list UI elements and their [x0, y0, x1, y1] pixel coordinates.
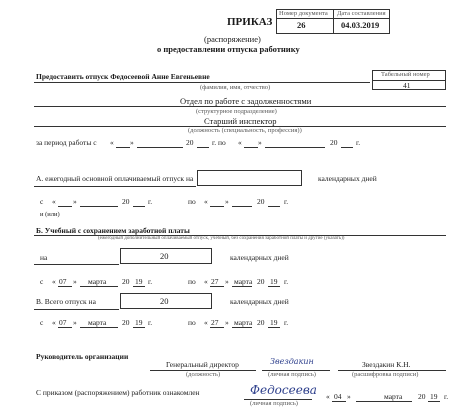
- doc-date-label: Дата составления: [337, 10, 386, 17]
- section-v-days-unit: календарных дней: [230, 297, 289, 306]
- order-subject: о предоставлении отпуска работнику: [157, 44, 300, 54]
- section-b-from-day: 07: [59, 277, 67, 286]
- doc-number-label: Номер документа: [279, 10, 328, 17]
- section-v-label: В. Всего отпуск на: [36, 297, 96, 306]
- ack-label: С приказом (распоряжением) работник ознакомлен: [36, 388, 200, 397]
- section-a-days-unit: календарных дней: [318, 174, 377, 183]
- section-b-from-suffix: г.: [148, 277, 153, 286]
- position-caption: (должность (специальность, профессия)): [188, 127, 302, 134]
- section-b-to-month: марта: [234, 277, 253, 286]
- section-v-to-day: 27: [211, 318, 219, 327]
- section-a-to-suffix: г.: [284, 197, 289, 206]
- head-name: Звездакин К.Н.: [362, 360, 411, 369]
- ack-month: марта: [384, 392, 403, 401]
- section-a-from-year: 20: [122, 197, 130, 206]
- name-caption: (фамилия, имя, отчество): [200, 84, 271, 91]
- head-name-caption: (расшифровка подписи): [352, 371, 419, 378]
- section-b-prefix: на: [40, 253, 48, 262]
- section-b-from-year-prefix: 20: [122, 277, 130, 286]
- section-b-to-year: 19: [270, 277, 278, 286]
- doc-date: 04.03.2019: [341, 20, 380, 30]
- section-b-to-day: 27: [211, 277, 219, 286]
- section-v-from-year: 19: [135, 318, 143, 327]
- period-to-year: 20: [330, 138, 338, 147]
- section-a-to-year: 20: [257, 197, 265, 206]
- section-v-to-year: 19: [270, 318, 278, 327]
- section-v-from-day: 07: [59, 318, 67, 327]
- department-caption: (структурное подразделение): [196, 108, 277, 115]
- period-to-prefix: г. по: [212, 138, 226, 147]
- section-v-from-year-prefix: 20: [122, 318, 130, 327]
- section-v-to-suffix: г.: [284, 318, 289, 327]
- page-subtitle: (распоряжение): [204, 34, 261, 44]
- doc-number: 26: [297, 20, 306, 30]
- section-b-caption: (ежегодный дополнительный оплачиваемый отпуск, учебный, без сохранения заработной платы и другие (указать)): [98, 236, 345, 241]
- section-b-to-suffix: г.: [284, 277, 289, 286]
- section-v-from-suffix: г.: [148, 318, 153, 327]
- section-b-from-month: марта: [88, 277, 107, 286]
- section-b-label: Б. Учебный с сохранением заработной платы: [36, 226, 190, 235]
- section-b-to: по: [188, 277, 196, 286]
- section-b-days: 20: [160, 251, 169, 261]
- section-v-to: по: [188, 318, 196, 327]
- page-title: ПРИКАЗ: [227, 16, 273, 28]
- period-label: за период работы с: [36, 138, 97, 147]
- ack-year-suffix: г.: [444, 392, 449, 401]
- head-sign-caption: (личная подпись): [268, 371, 316, 378]
- employee-signature: Федосеева: [250, 383, 317, 397]
- and-or-caption: и (или): [40, 211, 60, 218]
- period-suffix: г.: [356, 138, 361, 147]
- section-a-from: с: [40, 197, 44, 206]
- head-label: Руководитель организации: [36, 352, 129, 361]
- section-a-label: А. ежегодный основной оплачиваемый отпуск на: [36, 174, 194, 183]
- section-a-days-cell: [197, 170, 302, 186]
- section-b-from-year: 19: [135, 277, 143, 286]
- ack-year: 19: [430, 392, 438, 401]
- employee-sign-caption: (личная подпись): [250, 400, 298, 407]
- grant-label: Предоставить отпуск Федосеевой Анне Евгеньевне: [36, 72, 210, 81]
- section-a-to: по: [188, 197, 196, 206]
- head-position-caption: (должность): [186, 371, 221, 378]
- ack-day: 04: [334, 392, 342, 401]
- section-b-to-year-prefix: 20: [257, 277, 265, 286]
- period-from-year: 20: [186, 138, 194, 147]
- head-signature: Звездакин: [270, 357, 314, 366]
- head-position: Генеральный директор: [166, 360, 239, 369]
- section-b-from: с: [40, 277, 44, 286]
- section-v-to-month: марта: [234, 318, 253, 327]
- department-value: Отдел по работе с задолженностями: [180, 96, 312, 106]
- section-v-days: 20: [160, 296, 169, 306]
- section-v-to-year-prefix: 20: [257, 318, 265, 327]
- section-v-from: с: [40, 318, 44, 327]
- position-value: Старший инспектор: [204, 116, 277, 126]
- tab-number-label: Табельный номер: [381, 71, 430, 78]
- ack-year-prefix: 20: [418, 392, 426, 401]
- tab-number: 41: [403, 81, 411, 90]
- section-v-from-month: марта: [88, 318, 107, 327]
- section-a-from-suffix: г.: [148, 197, 153, 206]
- section-b-days-unit: календарных дней: [230, 253, 289, 262]
